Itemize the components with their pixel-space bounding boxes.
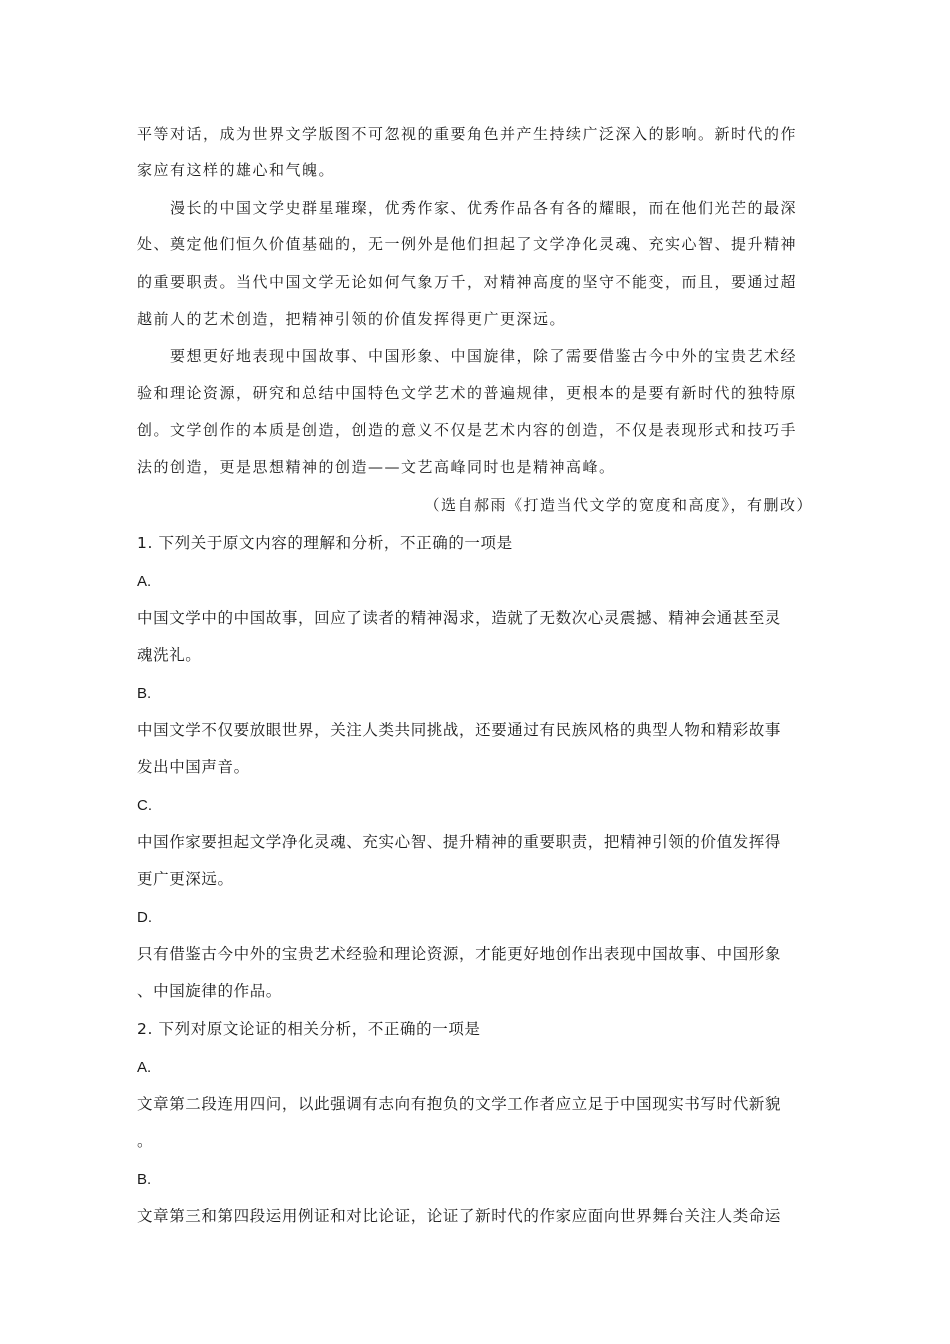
passage-p1-line-1: 平等对话，成为世界文学版图不可忽视的重要角色并产生持续广泛深入的影响。新时代的作 (137, 125, 798, 143)
passage-p2-line-3: 的重要职责。当代中国文学无论如何气象万千，对精神高度的坚守不能变，而且，要通过超 (137, 273, 798, 291)
q1-option-a-line-1: 中国文学中的中国故事，回应了读者的精神渴求，造就了无数次心灵震撼、精神会通甚至灵 (137, 609, 782, 627)
q1-option-d-line-1: 只有借鉴古今中外的宝贵艺术经验和理论资源，才能更好地创作出表现中国故事、中国形象 (137, 945, 782, 963)
q1-option-c-letter: C. (137, 797, 152, 814)
passage-p2-line-1: 漫长的中国文学史群星璀璨，优秀作家、优秀作品各有各的耀眼，而在他们光芒的最深 (170, 199, 798, 217)
q1-option-b-line-1: 中国文学不仅要放眼世界，关注人类共同挑战，还要通过有民族风格的典型人物和精彩故事 (137, 721, 782, 739)
q1-option-d-letter: D. (137, 909, 152, 926)
passage-p3-line-1: 要想更好地表现中国故事、中国形象、中国旋律，除了需要借鉴古今中外的宝贵艺术经 (170, 347, 798, 365)
q2-option-a-letter: A. (137, 1059, 152, 1076)
q1-option-b-line-2: 发出中国声音。 (137, 758, 250, 776)
q2-option-a-line-2: 。 (137, 1132, 154, 1150)
q1-option-c-line-2: 更广更深远。 (137, 870, 234, 888)
q1-option-a-letter: A. (137, 573, 152, 590)
q2-option-a-line-1: 文章第二段连用四问，以此强调有志向有抱负的文学工作者应立足于中国现实书写时代新貌 (137, 1095, 782, 1113)
question-1-stem: 1. 下列关于原文内容的理解和分析，不正确的一项是 (137, 534, 513, 552)
passage-p1-line-2: 家应有这样的雄心和气魄。 (137, 161, 336, 179)
q2-option-b-letter: B. (137, 1171, 152, 1188)
passage-p2-line-4: 越前人的艺术创造，把精神引领的价值发挥得更广更深远。 (137, 310, 567, 328)
passage-p2-line-2: 处、奠定他们恒久价值基础的，无一例外是他们担起了文学净化灵魂、充实心智、提升精神 (137, 235, 798, 253)
q1-option-c-line-1: 中国作家要担起文学净化灵魂、充实心智、提升精神的重要职责，把精神引领的价值发挥得 (137, 833, 782, 851)
passage-p3-line-3: 创。文学创作的本质是创造，创造的意义不仅是艺术内容的创造，不仅是表现形式和技巧手 (137, 421, 798, 439)
q1-option-a-line-2: 魂洗礼。 (137, 646, 202, 664)
passage-p3-line-4: 法的创造，更是思想精神的创造——文艺高峰同时也是精神高峰。 (137, 458, 616, 476)
q2-option-b-line-1: 文章第三和第四段运用例证和对比论证，论证了新时代的作家应面向世界舞台关注人类命运 (137, 1207, 782, 1225)
question-2-stem: 2. 下列对原文论证的相关分析，不正确的一项是 (137, 1020, 481, 1038)
passage-p3-line-2: 验和理论资源，研究和总结中国特色文学艺术的普遍规律，更根本的是要有新时代的独特原 (137, 384, 798, 402)
q1-option-b-letter: B. (137, 685, 152, 702)
passage-source: （选自郝雨《打造当代文学的宽度和高度》，有删改） (424, 496, 813, 514)
q1-option-d-line-2: 、中国旋律的作品。 (137, 982, 282, 1000)
